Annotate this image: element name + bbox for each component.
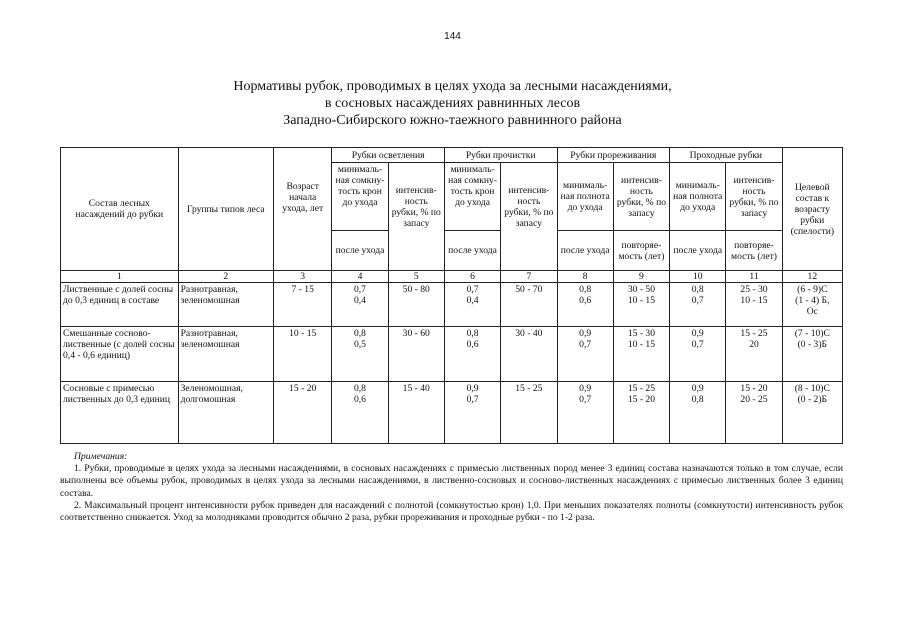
cell-value: 15 - 20 [740, 383, 768, 394]
cell-c12 [782, 283, 842, 327]
cell-age: 7 - 15 [274, 283, 332, 327]
cell-value: 15 - 30 [627, 328, 656, 339]
header-group-cleaning: Рубки прочистки [444, 148, 557, 163]
column-number: 11 [726, 271, 782, 283]
cell-c10 [670, 283, 726, 327]
cell-value: 25 - 30 [740, 284, 768, 295]
cell-value: 10 - 15 [740, 295, 768, 306]
header-min-density-1: минималь-ная сомкну-тость крон до ухода [332, 163, 388, 231]
cell-value: 0,9 [691, 328, 704, 339]
document-title [0, 78, 905, 129]
column-number: 8 [557, 271, 613, 283]
cell-value: 30 - 50 [627, 284, 656, 295]
cell-value: 0,9 [691, 383, 704, 394]
header-intensity-2: интенсив-ность рубки, % по запасу [501, 163, 557, 271]
header-group-passage: Проходные рубки [670, 148, 783, 163]
cell-c6 [444, 283, 500, 327]
cell-c9 [613, 382, 669, 444]
cell-value: 0,4 [353, 295, 366, 306]
header-repeat-1: повторяе-мость (лет) [613, 231, 669, 271]
column-number: 12 [782, 271, 842, 283]
cell-value: 0,7 [579, 394, 592, 405]
cell-composition: Смешанные сосново-лиственные (с долей сосны 0,4 - 0,6 единиц) [61, 327, 179, 382]
header-min-density-2: минималь-ная сомкну-тость крон до ухода [444, 163, 500, 231]
header-min-fullness-2: минималь-ная полнота до ухода [670, 163, 726, 231]
cell-value: 15 - 25 [627, 383, 656, 394]
header-forest-group: Группы типов леса [178, 148, 273, 271]
header-after-care-1: после ухода [332, 231, 388, 271]
norms-table [60, 147, 843, 444]
cell-c5: 50 - 80 [388, 283, 444, 327]
header-intensity-stock-2: интенсив-ность рубки, % по запасу [726, 163, 782, 231]
cell-age: 15 - 20 [274, 382, 332, 444]
cell-value: 20 - 25 [740, 394, 768, 405]
cell-forest-group: Разнотравная, зеленомошная [178, 327, 273, 382]
cell-value: (6 - 9)С [797, 284, 828, 295]
cell-value: 0,8 [691, 284, 704, 295]
cell-value: 0,7 [691, 295, 704, 306]
cell-value: 20 [749, 339, 759, 350]
cell-value: 0,9 [579, 383, 592, 394]
cell-composition: Сосновые с примесью лиственных до 0,3 единиц [61, 382, 179, 444]
header-start-age: Возраст начала ухода, лет [274, 148, 332, 271]
header-intensity-1: интенсив-ность рубки, % по запасу [388, 163, 444, 271]
column-number: 3 [274, 271, 332, 283]
header-composition: Состав лесных насаждений до рубки [61, 148, 179, 271]
header-row-groups [61, 148, 843, 163]
cell-value: 15 - 20 [627, 394, 656, 405]
cell-value: 0,7 [691, 339, 704, 350]
note-2: 2. Максимальный процент интенсивности рубок приведен для насаждений с полнотой (сомкнутостью крон) 1,0. При меньших показателях полноты (сомкнутости) интенсивность рубок соответственно снижается. Уход за молодняками проводится обычно 2 раза, рубки прореживания и проходные рубки - по 1-2 раза. [60, 499, 843, 524]
header-repeat-2: повторяе-мость (лет) [726, 231, 782, 271]
cell-value: 0,7 [579, 339, 592, 350]
cell-composition: Лиственные с долей сосны до 0,3 единиц в составе [61, 283, 179, 327]
title-line-3: Западно-Сибирского южно-таежного равнинного района [283, 113, 622, 128]
notes-section [60, 451, 843, 524]
cell-age: 10 - 15 [274, 327, 332, 382]
column-number: 1 [61, 271, 179, 283]
cell-c7: 50 - 70 [501, 283, 557, 327]
cell-value: (0 - 2)Б [797, 394, 828, 405]
header-after-care-3: после ухода [557, 231, 613, 271]
cell-value: Ос [806, 306, 818, 317]
cell-c6 [444, 382, 500, 444]
column-number: 7 [501, 271, 557, 283]
cell-value: 0,7 [353, 284, 366, 295]
cell-c9 [613, 283, 669, 327]
header-group-thinning: Рубки прореживания [557, 148, 670, 163]
cell-value: 0,4 [466, 295, 479, 306]
header-group-lightening: Рубки осветления [332, 148, 445, 163]
column-number: 2 [178, 271, 273, 283]
cell-c7: 30 - 40 [501, 327, 557, 382]
header-after-care-2: после ухода [444, 231, 500, 271]
cell-c8 [557, 382, 613, 444]
cell-c6 [444, 327, 500, 382]
cell-value: (7 - 10)С [794, 328, 830, 339]
cell-c4 [332, 283, 388, 327]
column-number: 9 [613, 271, 669, 283]
cell-value: 0,8 [353, 383, 366, 394]
column-number: 5 [388, 271, 444, 283]
cell-c5: 15 - 40 [388, 382, 444, 444]
table-row [61, 283, 843, 327]
cell-c11 [726, 283, 782, 327]
cell-c12 [782, 327, 842, 382]
cell-forest-group: Зеленомошная, долгомошная [178, 382, 273, 444]
title-line-2: в сосновых насаждениях равнинных лесов [324, 96, 581, 111]
cell-c4 [332, 382, 388, 444]
notes-heading: Примечания: [74, 451, 128, 462]
page-number: 144 [444, 31, 461, 42]
cell-value: (0 - 3)Б [797, 339, 828, 350]
cell-value: 0,8 [579, 284, 592, 295]
cell-value: 0,6 [466, 339, 479, 350]
cell-value: 0,7 [466, 394, 479, 405]
header-target-composition: Целевой состав к возрасту рубки (спелости) [782, 148, 842, 271]
cell-c11 [726, 327, 782, 382]
cell-c12 [782, 382, 842, 444]
column-number: 6 [444, 271, 500, 283]
note-1: 1. Рубки, проводимые в целях ухода за лесными насаждениями, в сосновых насаждениях с примесью лиственных пород менее 3 единиц состава назначаются только в том случае, если выполнены все объемы рубок, проводимых в целях ухода за лесными насаждениями, в лиственно-сосновых и сосново-лиственных насаждениях с примесью лиственных более 3 единиц состава. [60, 463, 843, 499]
cell-value: 0,5 [353, 339, 366, 350]
title-line-1: Нормативы рубок, проводимых в целях ухода за лесными насаждениями, [233, 79, 672, 94]
cell-value: 0,7 [466, 284, 479, 295]
table-row [61, 382, 843, 444]
cell-c4 [332, 327, 388, 382]
cell-c5: 30 - 60 [388, 327, 444, 382]
cell-value: 0,8 [691, 394, 704, 405]
cell-c11 [726, 382, 782, 444]
cell-value: 10 - 15 [627, 295, 656, 306]
column-number-row [61, 271, 843, 283]
cell-value: (1 - 4) Б, [795, 295, 830, 306]
column-number: 10 [670, 271, 726, 283]
cell-c10 [670, 327, 726, 382]
header-min-fullness-1: минималь-ная полнота до ухода [557, 163, 613, 231]
cell-value: 0,6 [353, 394, 366, 405]
cell-value: 0,8 [353, 328, 366, 339]
cell-value: 0,9 [466, 383, 479, 394]
header-after-care-4: после ухода [670, 231, 726, 271]
cell-value: 10 - 15 [627, 339, 656, 350]
cell-value: 0,6 [579, 295, 592, 306]
table-row [61, 327, 843, 382]
cell-c8 [557, 327, 613, 382]
cell-c9 [613, 327, 669, 382]
column-number: 4 [332, 271, 388, 283]
cell-c7: 15 - 25 [501, 382, 557, 444]
header-intensity-stock-1: интенсив-ность рубки, % по запасу [613, 163, 669, 231]
cell-forest-group: Разнотравная, зеленомошная [178, 283, 273, 327]
cell-value: 0,9 [579, 328, 592, 339]
cell-value: 15 - 25 [740, 328, 768, 339]
cell-value: 0,8 [466, 328, 479, 339]
cell-value: (8 - 10)С [794, 383, 830, 394]
cell-c8 [557, 283, 613, 327]
cell-c10 [670, 382, 726, 444]
